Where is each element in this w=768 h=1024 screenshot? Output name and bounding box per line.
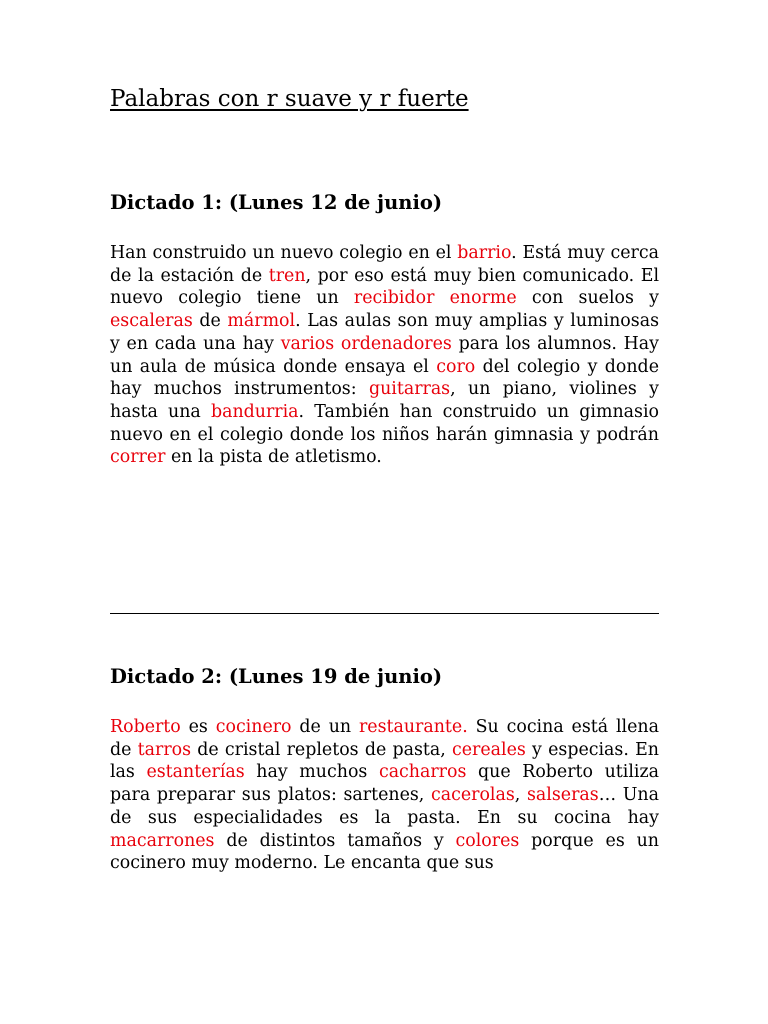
- highlighted-word: barrio: [457, 243, 512, 263]
- highlighted-word: macarrones: [110, 830, 215, 851]
- text-segment: Su cocina está llena de: [110, 717, 659, 760]
- text-segment: , un piano, violines y hasta una: [110, 379, 659, 422]
- highlighted-word: colores: [455, 830, 520, 851]
- highlighted-word: bandurria: [210, 401, 299, 422]
- text-segment: de distintos tamaños y: [214, 830, 456, 851]
- text-segment: de un: [291, 717, 359, 737]
- highlighted-word: guitarras: [368, 379, 451, 400]
- text-segment: que Roberto utiliza para preparar sus platos: sartenes,: [110, 762, 659, 806]
- text-segment: de: [192, 311, 228, 332]
- dictado-2-paragraph: [110, 716, 659, 875]
- text-segment: del colegio y donde hay muchos instrumentos:: [110, 356, 659, 400]
- text-segment: … Una de sus especialidades es la pasta. En su cocina hay: [110, 785, 659, 828]
- highlighted-word: coro: [436, 356, 476, 377]
- text-segment: es: [180, 717, 216, 737]
- text-segment: . También han construido un gimnasio nuevo en el colegio donde los niños harán gimnasia y podrán: [110, 401, 659, 445]
- highlighted-word: cacerolas: [431, 785, 515, 806]
- highlighted-word: estanterías: [146, 762, 245, 783]
- highlighted-word: varios ordenadores: [280, 333, 452, 354]
- dictado-1-paragraph: [110, 242, 659, 469]
- text-segment: , por eso está muy bien comunicado. El nuevo colegio tiene un: [110, 265, 660, 309]
- dictado-2-heading: Dictado 2: (Lunes 19 de junio): [110, 665, 443, 688]
- highlighted-word: Roberto: [110, 717, 181, 737]
- highlighted-word: cereales: [452, 739, 526, 760]
- text-segment: en la pista de atletismo.: [165, 447, 382, 468]
- text-segment: porque es un cocinero muy moderno. Le encanta que sus: [110, 830, 660, 874]
- text-segment: . Las aulas son muy amplias y luminosas y en cada una hay: [110, 311, 659, 354]
- highlighted-word: cacharros: [378, 762, 467, 783]
- highlighted-word: restaurante.: [358, 717, 468, 737]
- highlighted-word: salseras: [527, 785, 599, 806]
- text-segment: ,: [514, 785, 527, 806]
- text-segment: para los alumnos. Hay un aula de música donde ensaya el: [110, 333, 659, 377]
- text-segment: Han construido un nuevo colegio en el: [110, 243, 458, 263]
- highlighted-word: correr: [110, 447, 166, 468]
- text-segment: y especias. En las: [110, 739, 659, 783]
- highlighted-word: mármol: [227, 311, 296, 332]
- highlighted-word: recibidor enorme: [353, 288, 517, 309]
- text-segment: de cristal repletos de pasta,: [191, 739, 453, 760]
- dictado-1-heading: Dictado 1: (Lunes 12 de junio): [110, 191, 443, 214]
- highlighted-word: escaleras: [110, 311, 193, 332]
- highlighted-word: tren: [268, 265, 306, 286]
- text-segment: con suelos y: [516, 288, 659, 309]
- highlighted-word: tarros: [137, 739, 192, 760]
- document-title: Palabras con r suave y r fuerte: [110, 86, 469, 112]
- text-segment: hay muchos: [244, 762, 379, 783]
- text-segment: . Está muy cerca de la estación de: [110, 243, 659, 286]
- section-divider: [110, 613, 659, 614]
- highlighted-word: cocinero: [215, 717, 292, 737]
